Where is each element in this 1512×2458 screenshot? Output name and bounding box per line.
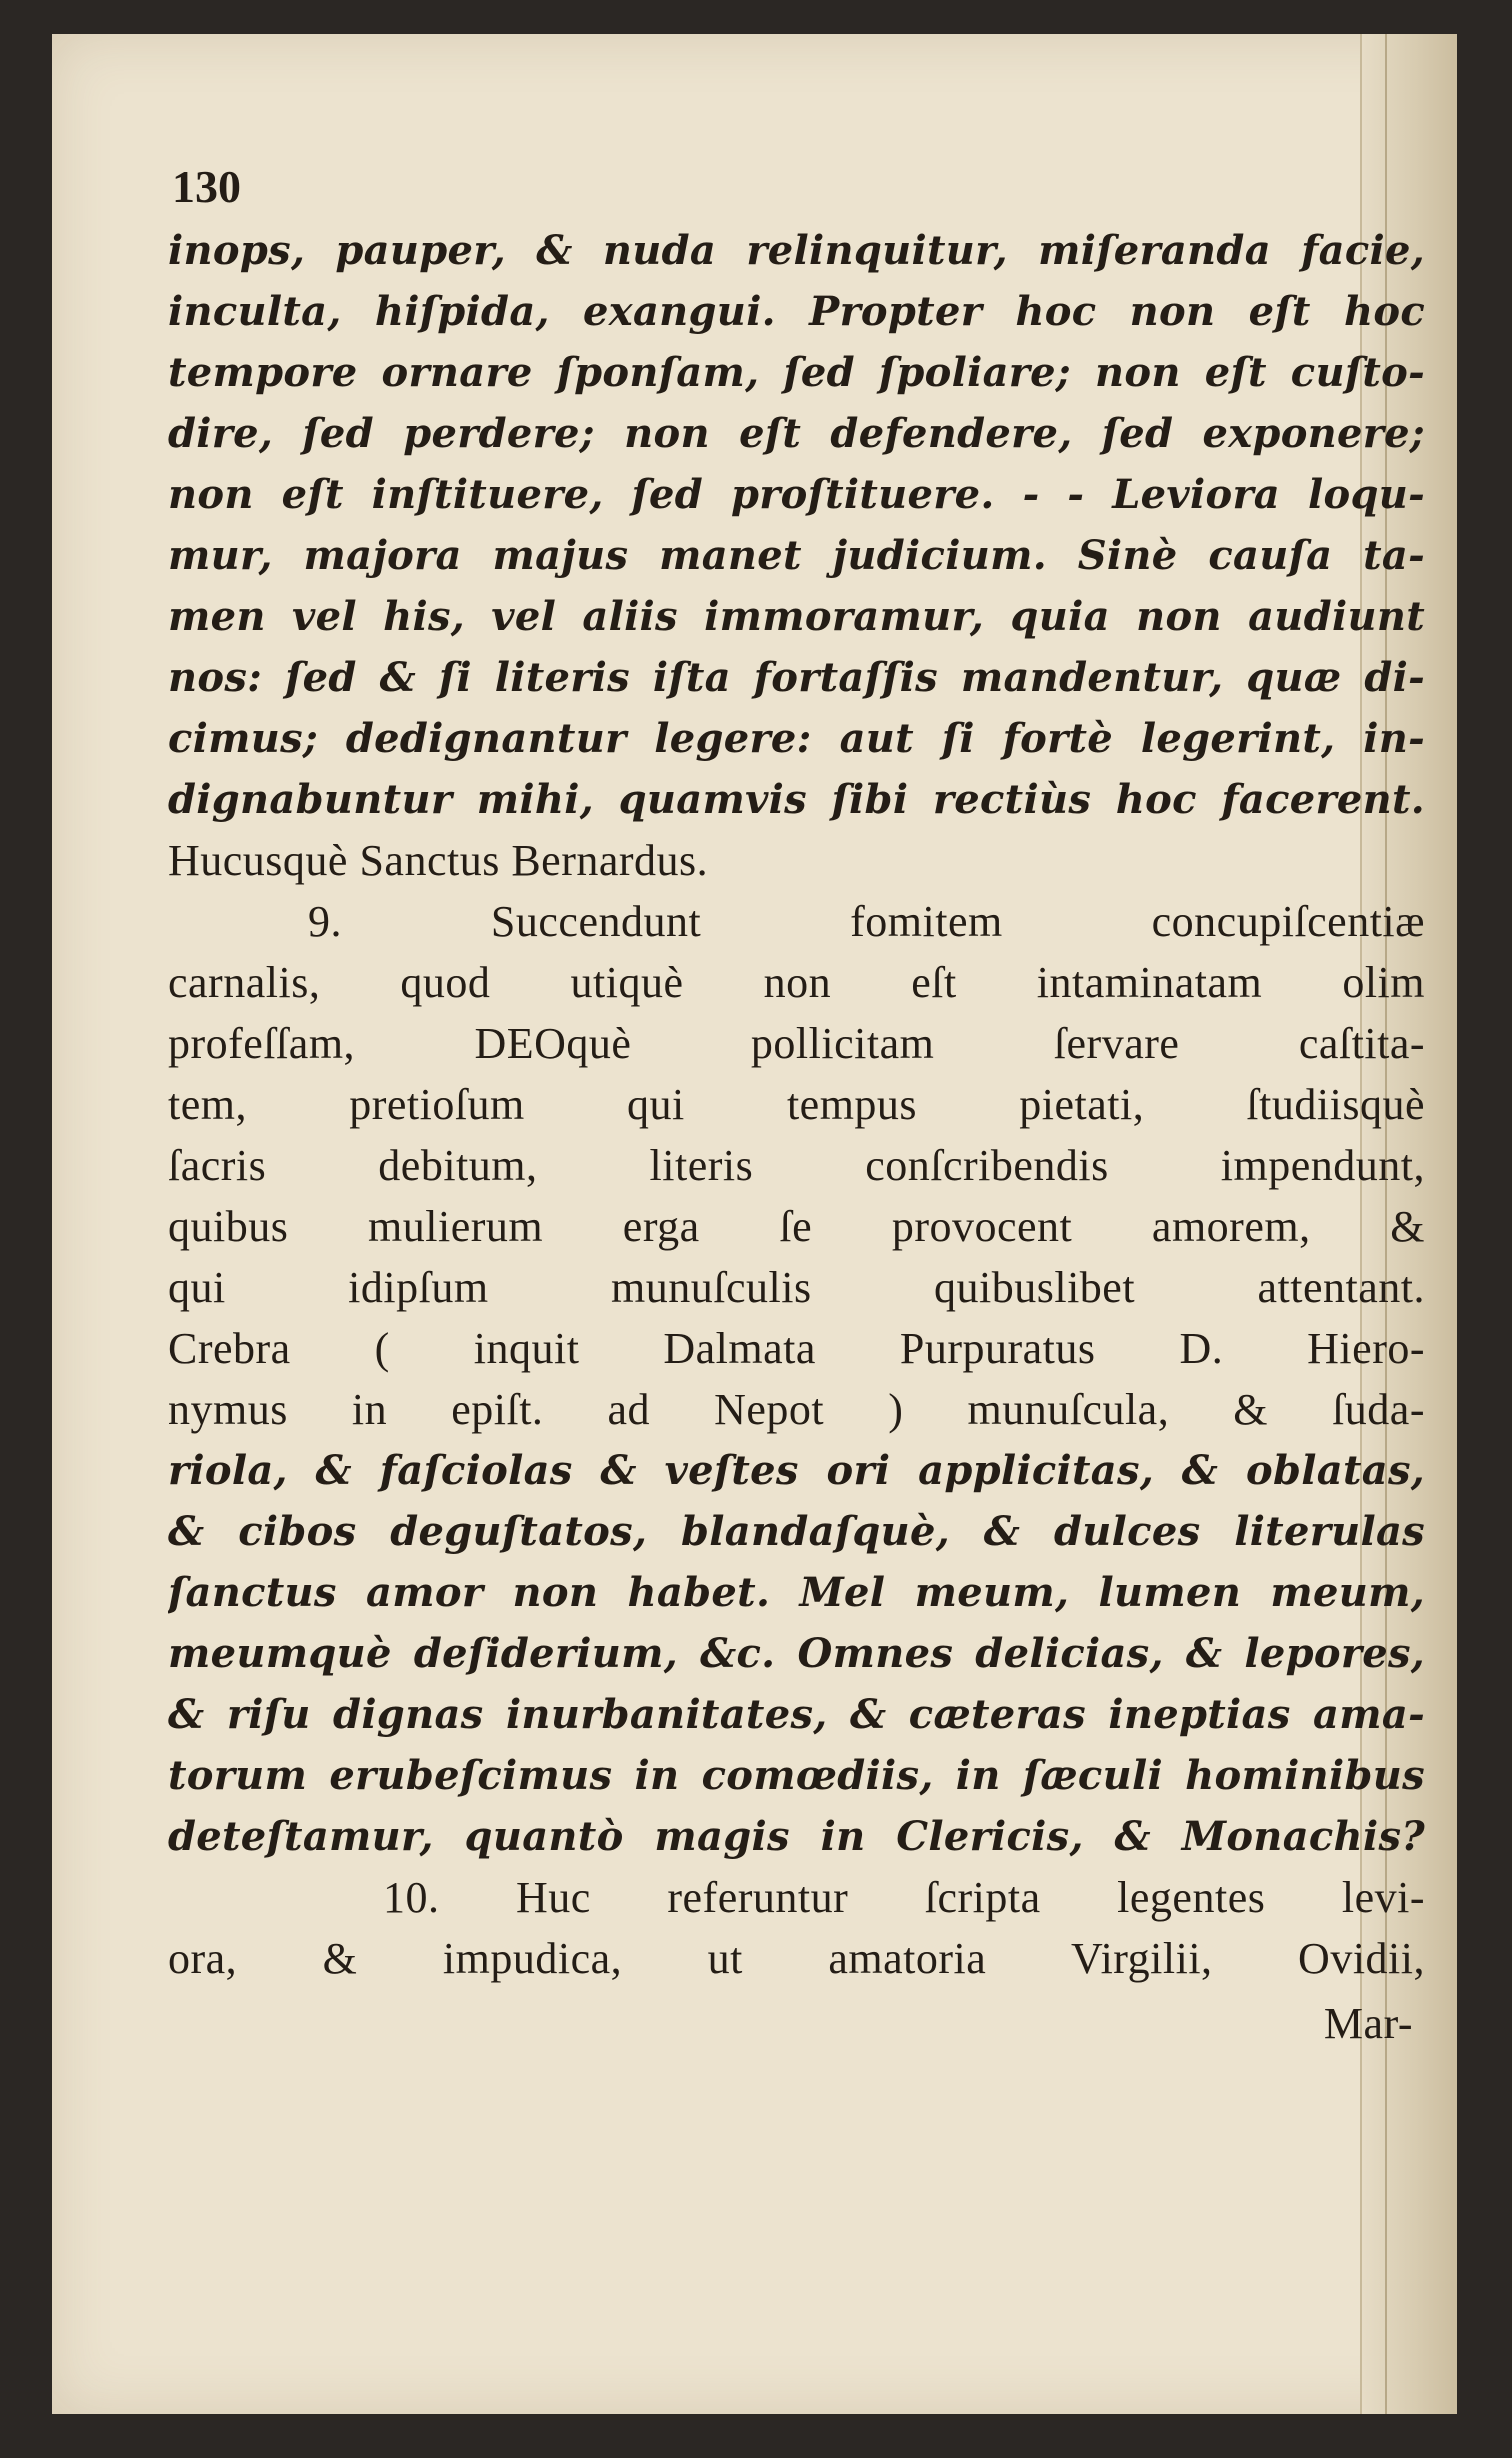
text-line: torum erubeſcimus in comœdiis, in ſæculi hominibus [168, 1752, 1425, 1799]
text-line: mur, majora majus manet judicium. Sinè cauſa ta- [168, 532, 1425, 579]
text-line: deteſtamur, quantò magis in Clericis, & Monachis? [168, 1813, 1425, 1860]
text-line: Hucusquè Sanctus Bernardus. [168, 836, 709, 885]
text-line: tem, pretioſum qui tempus pietati, ſtudiisquè [168, 1080, 1425, 1129]
text-line: & cibos deguſtatos, blandaſquè, & dulces literulas [168, 1508, 1425, 1555]
text-line: ſacris debitum, literis conſcribendis impendunt, [168, 1141, 1425, 1190]
text-line: inops, pauper, & nuda relinquitur, miſeranda facie, [168, 227, 1425, 274]
text-line: quibus mulierum erga ſe provocent amorem, & [168, 1202, 1425, 1251]
text-line: riola, & faſciolas & veſtes ori applicitas, & oblatas, [168, 1447, 1425, 1494]
text-line: dignabuntur mihi, quamvis ſibi rectiùs hoc facerent. [168, 776, 1425, 823]
text-line: cimus; dedignantur legere: aut ſi fortè legerint, in- [168, 715, 1425, 762]
text-line: dire, ſed perdere; non eſt defendere, ſed exponere; [168, 410, 1425, 457]
text-line: nymus in epiſt. ad Nepot ) munuſcula, & ſuda- [168, 1385, 1425, 1434]
text-line: ora, & impudica, ut amatoria Virgilii, Ovidii, [168, 1934, 1425, 1983]
text-line: men vel his, vel aliis immoramur, quia non audiunt [168, 593, 1425, 640]
text-line: qui idipſum munuſculis quibuslibet attentant. [168, 1263, 1425, 1312]
text-line: meumquè deſiderium, &c. Omnes delicias, & lepores, [168, 1630, 1425, 1677]
text-line: ſanctus amor non habet. Mel meum, lumen meum, [168, 1569, 1425, 1616]
text-line: tempore ornare ſponſam, ſed ſpoliare; non eſt cuſto- [168, 349, 1425, 396]
text-line: & riſu dignas inurbanitates, & cæteras ineptias ama- [168, 1691, 1425, 1738]
text-line: Crebra ( inquit Dalmata Purpuratus D. Hiero- [168, 1324, 1425, 1373]
paragraph-start-line: 10. Huc referuntur ſcripta legentes levi- [383, 1873, 1425, 1922]
text-line: profeſſam, DEOquè pollicitam ſervare caſtita- [168, 1019, 1425, 1068]
paragraph-start-line: 9. Succendunt fomitem concupiſcentiæ [308, 897, 1425, 946]
text-line: inculta, hiſpida, exangui. Propter hoc non eſt hoc [168, 288, 1425, 335]
catchword: Mar- [1323, 1999, 1413, 2048]
text-line: carnalis, quod utiquè non eſt intaminatam olim [168, 958, 1425, 1007]
page-number: 130 [172, 161, 241, 212]
text-line: non eſt inſtituere, ſed proſtituere. - - Leviora loqu- [168, 471, 1425, 518]
text-line: nos: ſed & ſi literis iſta fortaſſis mandentur, quæ di- [168, 654, 1425, 701]
